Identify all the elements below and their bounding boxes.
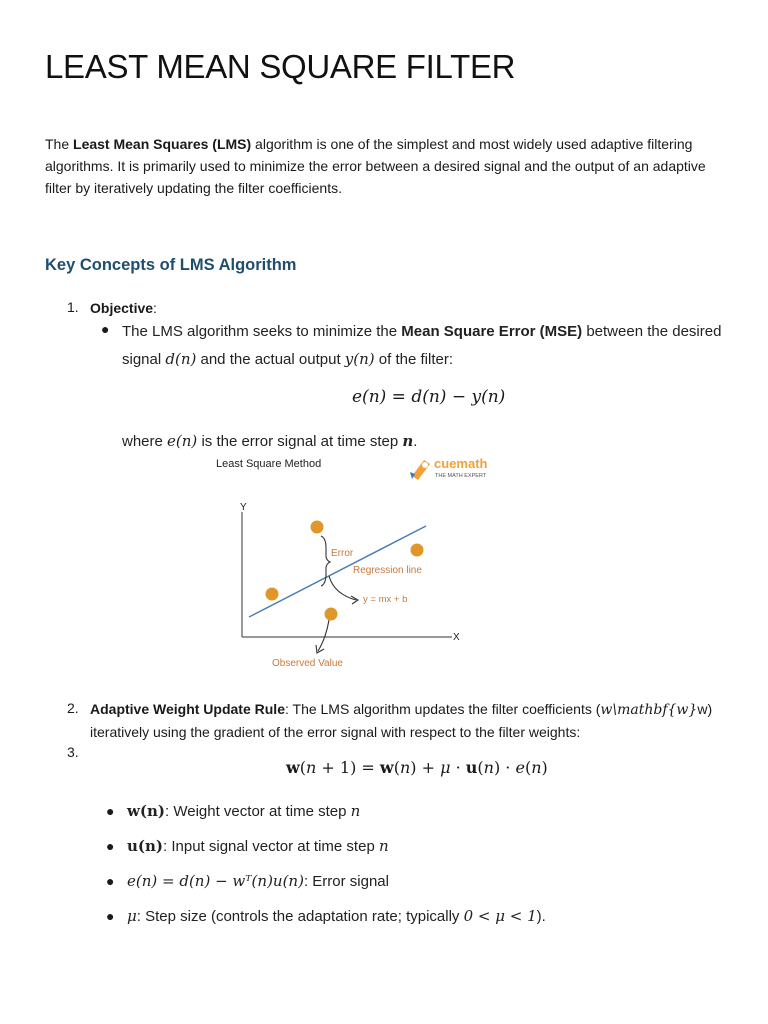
where-line: where e(n) is the error signal at time step n. [122,432,418,450]
d-of-n: d(n) [165,350,197,368]
update-rule-paragraph: Adaptive Weight Update Rule: The LMS algorithm updates the filter coefficients (w\mathbf{w}w) iteratively using the gradient of the error signal with respect to the filter weights: [90,701,713,740]
list-number-3: 3. [67,744,79,760]
figure-title: Least Square Method [216,458,322,470]
bullet-dot: ● [101,321,110,337]
bullet-dot: ● [106,873,115,889]
lms-term: Least Mean Squares (LMS) [73,136,252,152]
brand-name: cuemath [434,456,488,471]
rocket-icon [412,460,430,480]
definition-e: e(n) = d(n) − wᵀ(n)u(n): Error signal [127,872,389,890]
least-square-diagram [200,452,500,682]
intro-paragraph: The Least Mean Squares (LMS) algorithm is one of the simplest and most widely used adaptive filtering algorithms. It is primarily used to minimize the error between a desired signal and the output of an adaptive filter by iteratively updating the filter coefficients. [45,136,706,196]
definition-w: w(n): Weight vector at time step n [127,802,361,820]
cuemath-logo [410,456,488,480]
update-equation: w(n + 1) = w(n) + μ · u(n) · e(n) [286,758,548,777]
least-square-figure [200,452,500,682]
error-equation: e(n) = d(n) − y(n) [352,387,506,407]
y-of-n: y(n) [344,350,375,368]
error-label: Error [331,548,354,559]
definition-u: u(n): Input signal vector at time step n [127,837,389,855]
data-point [325,608,338,621]
list-number-2: 2. [67,700,79,716]
y-axis-label: Y [240,502,247,513]
objective-bullet-line2: signal d(n) and the actual output y(n) of the filter: [122,350,453,368]
page-title: LEAST MEAN SQUARE FILTER [45,48,516,85]
definition-mu: μ: Step size (controls the adaptation rate; typically 0 < μ < 1). [127,907,546,925]
bullet-dot: ● [106,908,115,924]
bullet-dot: ● [106,838,115,854]
observed-label: Observed Value [272,658,343,669]
bullet-dot: ● [106,803,115,819]
data-point [411,544,424,557]
observed-arrow [318,620,329,651]
data-point [311,521,324,534]
regression-label: Regression line [353,565,422,576]
equation-label: y = mx + b [363,594,408,605]
brand-tagline: THE MATH EXPERT [435,473,487,479]
data-point [266,588,279,601]
objective-bullet-line1: The LMS algorithm seeks to minimize the Mean Square Error (MSE) between the desired [122,323,722,340]
objective-heading: Objective: [90,300,157,316]
section-heading: Key Concepts of LMS Algorithm [45,256,297,274]
x-axis-label: X [453,632,460,643]
list-number-1: 1. [67,299,79,315]
garbled-math: w\mathbf{w} [600,702,698,718]
